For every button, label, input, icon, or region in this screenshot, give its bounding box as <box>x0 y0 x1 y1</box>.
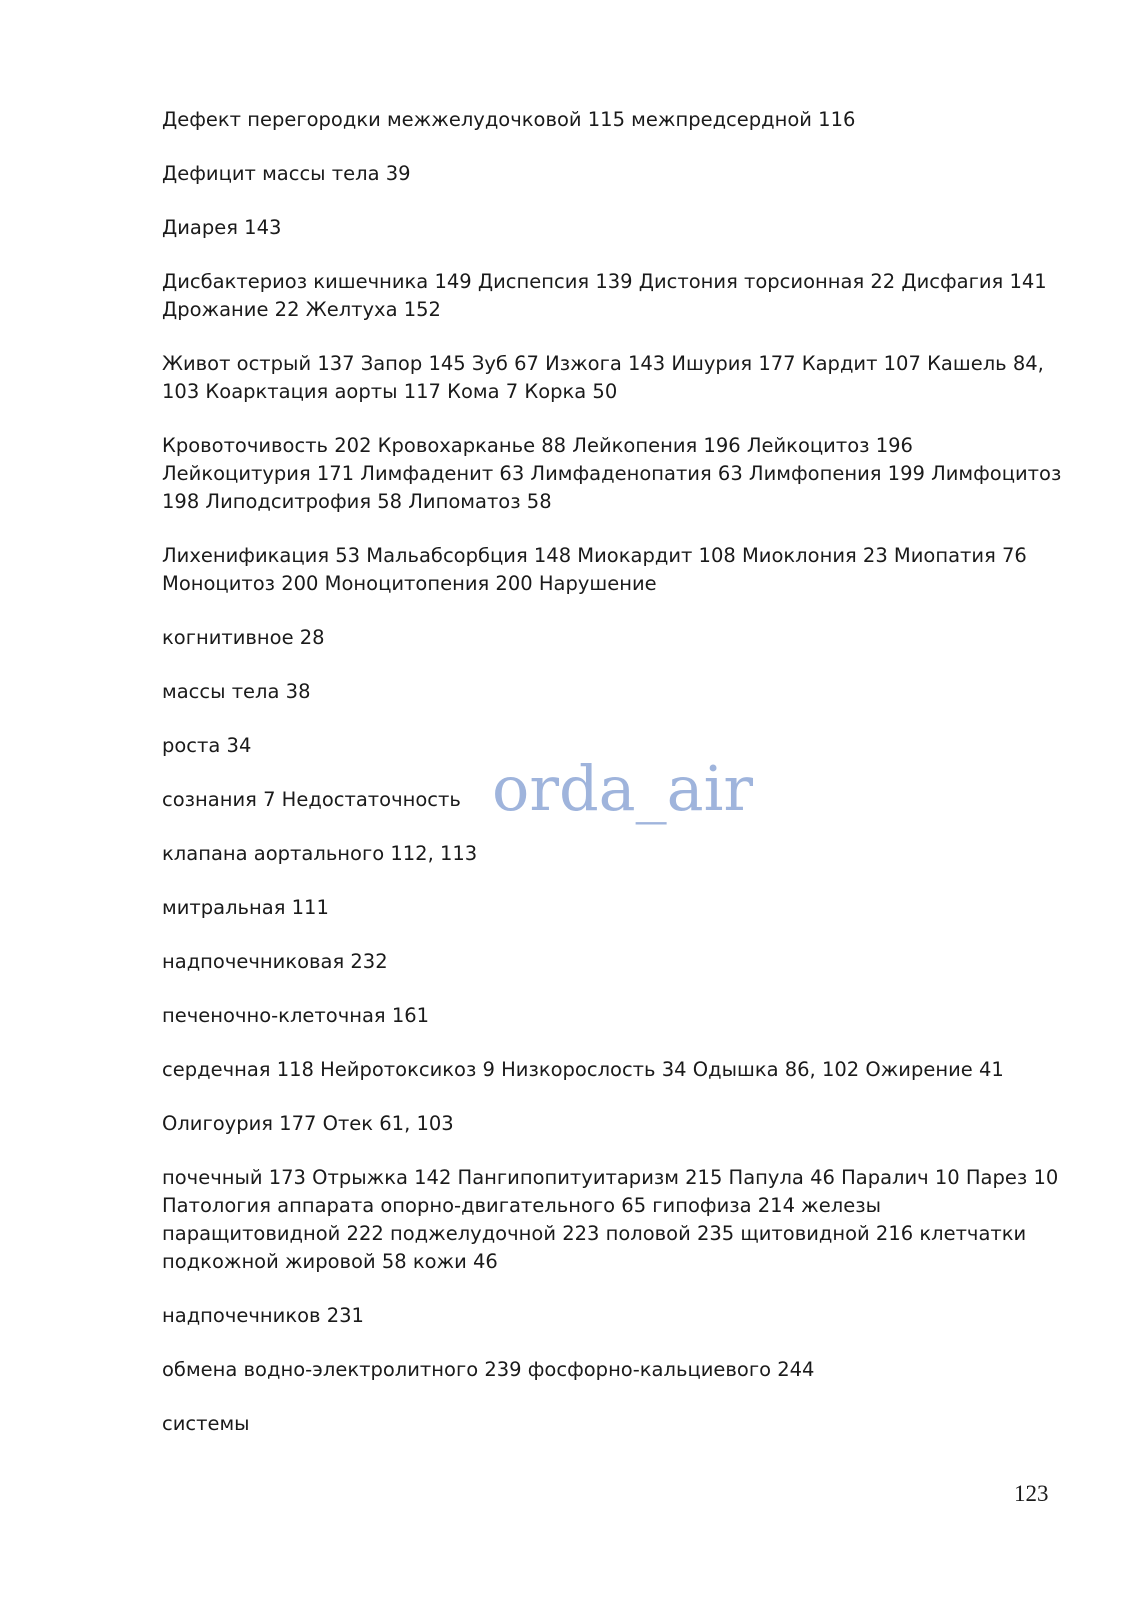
index-entry: Дисбактериоз кишечника 149 Диспепсия 139 Дистония торсионная 22 Дисфагия 141 Дрожание 22 Желтуха 152 <box>162 270 1047 321</box>
index-entry: Диарея 143 <box>162 216 282 239</box>
index-entry: Дефицит массы тела 39 <box>162 162 411 185</box>
page-number: 123 <box>1014 1481 1049 1506</box>
index-entry: Живот острый 137 Запор 145 Зуб 67 Изжога 143 Ишурия 177 Кардит 107 Кашель 84, 103 Коарктация аорты 117 Кома 7 Корка 50 <box>162 352 1044 403</box>
index-entry: клапана аортального 112, 113 <box>162 842 478 865</box>
index-entry: системы <box>162 1412 250 1435</box>
index-entry: сознания 7 Недостаточность <box>162 788 461 811</box>
index-entry: Кровоточивость 202 Кровохарканье 88 Лейкопения 196 Лейкоцитоз 196 Лейкоцитурия 171 Лимфаденит 63 Лимфаденопатия 63 Лимфопения 199 Лимфоцитоз 198 Липодситрофия 58 Липоматоз 58 <box>162 434 1062 513</box>
index-entry: Лихенификация 53 Мальабсорбция 148 Миокардит 108 Миоклония 23 Миопатия 76 Моноцитоз 200 Моноцитопения 200 Нарушение <box>162 544 1027 595</box>
index-entry: Дефект перегородки межжелудочковой 115 межпредсердной 116 <box>162 108 856 131</box>
index-entry: Олигоурия 177 Отек 61, 103 <box>162 1112 454 1135</box>
index-entry: роста 34 <box>162 734 252 757</box>
watermark: orda_air <box>492 752 754 825</box>
index-entry: массы тела 38 <box>162 680 311 703</box>
index-entry: обмена водно-электролитного 239 фосфорно-кальциевого 244 <box>162 1358 815 1381</box>
index-entry: митральная 111 <box>162 896 329 919</box>
index-entry: печеночно-клеточная 161 <box>162 1004 430 1027</box>
index-entry: почечный 173 Отрыжка 142 Пангипопитуитаризм 215 Папула 46 Паралич 10 Парез 10 Патология аппарата опорно-двигательного 65 гипофиза 214 железы паращитовидной 222 поджелудочной 223 половой 235 щитовидной 216 клетчатки подкожной жировой 58 кожи 46 <box>162 1166 1059 1273</box>
index-entry: сердечная 118 Нейротоксикоз 9 Низкорослость 34 Одышка 86, 102 Ожирение 41 <box>162 1058 1004 1081</box>
index-entry: надпочечников 231 <box>162 1304 364 1327</box>
index-entry: когнитивное 28 <box>162 626 325 649</box>
index-entry: надпочечниковая 232 <box>162 950 388 973</box>
